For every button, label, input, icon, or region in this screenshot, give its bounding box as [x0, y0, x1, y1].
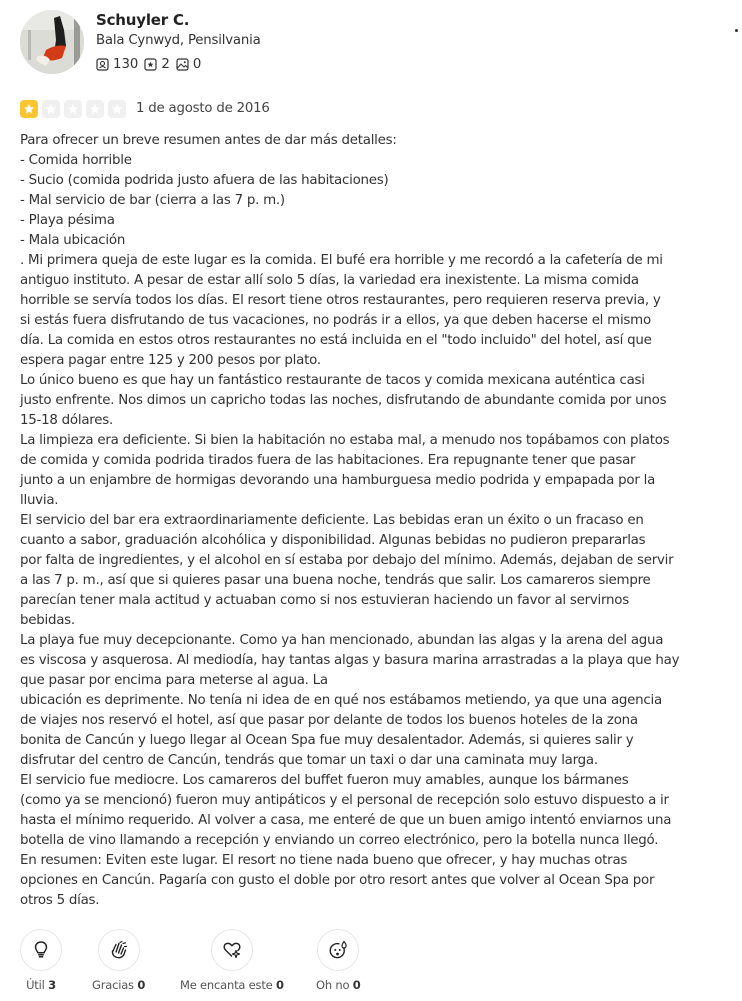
review-line: lluvia. — [20, 493, 59, 508]
review-line: otros 5 días. — [20, 893, 100, 908]
heart-sparkle-icon — [221, 939, 243, 961]
reaction-count: 0 — [137, 978, 146, 992]
photos-stat — [176, 57, 201, 72]
reaction-useful-button[interactable] — [20, 929, 62, 971]
reaction-count: 0 — [352, 978, 361, 992]
review-line: ubicación es deprimente. No tenía ni idea de en qué nos estábamos metiendo, ya que una agencia — [20, 693, 662, 708]
star-icon — [89, 103, 101, 115]
reaction-thanks-label — [92, 978, 145, 992]
review-line: cuanto a sabor, graduación alcohólica y disponibilidad. Algunas bebidas no pudieron prepararlas — [20, 533, 646, 548]
review-line: El servicio fue mediocre. Los camareros del buffet fueron muy amables, aunque los bármanes — [20, 773, 629, 788]
reaction-love-label — [180, 978, 284, 992]
review-line: de comida y comida podrida tirados fuera de las habitaciones. Era repugnante tener que pasar — [20, 453, 636, 468]
review-line: disfrutar del centro de Cancún, tendrás que tomar un taxi o dar una caminata muy larga. — [20, 753, 598, 768]
review-line: junto a un enjambre de hormigas devorando una hamburguesa medio podrida y empapada por la — [20, 473, 656, 488]
avatar[interactable] — [20, 10, 84, 74]
review-line: La limpieza era deficiente. Si bien la habitación no estaba mal, a menudo nos topábamos con platos — [20, 433, 670, 448]
helpful-votes-icon — [144, 58, 157, 71]
review-line: La playa fue muy decepcionante. Como ya han mencionado, abundan las algas y la arena del agua — [20, 633, 664, 648]
review-line: Lo único bueno es que hay un fantástico restaurante de tacos y comida mexicana auténtica casi — [20, 373, 645, 388]
photos-count: 0 — [192, 57, 202, 72]
reaction-label-text: Oh no — [316, 978, 350, 992]
avatar-photo — [20, 10, 84, 74]
review-line: El servicio del bar era extraordinariamente deficiente. Las bebidas eran un éxito o un fracaso en — [20, 513, 644, 528]
review-line: - Comida horrible — [20, 153, 132, 168]
helpful-votes-count: 2 — [161, 57, 170, 72]
review-line: por falta de ingredientes, y el alcohol en sí estaba por debajo del mínimo. Además, dejaban de servir — [20, 553, 674, 568]
clapping-hands-icon — [108, 939, 130, 961]
review-line: parecían tener mala actitud y actuaban como si nos estuvieran haciendo un favor al servirnos — [20, 593, 629, 608]
star-empty — [86, 100, 104, 118]
reaction-oh-no-label — [316, 978, 361, 992]
review-line: que pasar por encima para meterse al agua. La — [20, 673, 328, 688]
reaction-love-button[interactable] — [211, 929, 253, 971]
contributions-count: 130 — [113, 57, 139, 72]
reactions-bar — [0, 929, 742, 1001]
star-icon — [45, 103, 57, 115]
photos-icon — [176, 58, 189, 71]
review-line: En resumen: Eviten este lugar. El resort no tiene nada bueno que ofrecer, y hay muchas otras — [20, 853, 628, 868]
star-filled — [20, 100, 38, 118]
rating-stars — [20, 100, 130, 118]
star-empty — [108, 100, 126, 118]
reaction-thanks[interactable] — [92, 929, 145, 992]
contributions-stat — [96, 57, 138, 72]
review-line: opciones en Cancún. Pagaría con gusto el doble por otro resort antes que volver al Ocean Spa por — [20, 873, 655, 888]
reaction-oh-no-button[interactable] — [317, 929, 359, 971]
reaction-thanks-button[interactable] — [98, 929, 140, 971]
review-line: si estás fuera disfrutando de tus vacaciones, no podrás ir a ellos, ya que deben hacerse el mismo — [20, 313, 651, 328]
star-icon — [23, 103, 35, 115]
review-line: es viscosa y asquerosa. Al mediodía, hay tantas algas y basura marina arrastradas a la playa que hay — [20, 653, 680, 668]
reaction-oh-no[interactable] — [316, 929, 361, 992]
reaction-count: 3 — [48, 978, 56, 992]
reviewer-name[interactable]: Schuyler C. — [96, 11, 190, 29]
lightbulb-icon — [30, 939, 52, 961]
review-line: botella de vino llamando a recepción y enviando un correo electrónico, pero la botella nunca llegó. — [20, 833, 659, 848]
review-line: - Mala ubicación — [20, 233, 126, 248]
helpful-votes-stat — [144, 57, 169, 72]
review-line: hasta el mínimo requerido. Al volver a casa, me enteré de que un buen amigo intentó enviarnos una — [20, 813, 672, 828]
review-line: (como ya se mencionó) fueron muy antipáticos y el personal de recepción solo estuvo dispuesto a ir — [20, 793, 669, 808]
review-line: espera pagar entre 125 y 200 pesos por plato. — [20, 353, 321, 368]
review-line: - Mal servicio de bar (cierra a las 7 p. m.) — [20, 193, 285, 208]
review-line: bonita de Cancún y luego llegar al Ocean Spa fue muy desalentador. Además, si quieres salir y — [20, 733, 634, 748]
more-options-dot[interactable] — [735, 29, 738, 32]
star-icon — [111, 103, 123, 115]
review-line: bebidas. — [20, 613, 75, 628]
review-line: . Mi primera queja de este lugar es la comida. El bufé era horrible y me recordó a la cafetería de mi — [20, 253, 663, 268]
review-line: - Playa pésima — [20, 213, 115, 228]
reaction-useful-label — [26, 978, 56, 992]
reaction-count: 0 — [276, 978, 284, 992]
review-date: 1 de agosto de 2016 — [136, 101, 270, 116]
review-line: Para ofrecer un breve resumen antes de dar más detalles: — [20, 133, 397, 148]
star-empty — [64, 100, 82, 118]
review-line: justo enfrente. Nos dimos un capricho todas las noches, disfrutando de abundante comida por unos — [20, 393, 667, 408]
reviewer-stats — [96, 57, 207, 72]
review-line: antiguo instituto. A pesar de estar allí solo 5 días, la variedad era inexistente. La misma comida — [20, 273, 639, 288]
reaction-useful[interactable] — [20, 929, 62, 992]
surprised-face-icon — [327, 939, 349, 961]
review-text — [20, 131, 720, 911]
reaction-label-text: Me encanta este — [180, 978, 273, 992]
review-line: horrible se servía todos los días. El resort tiene otros restaurantes, pero requieren reserva previa, y — [20, 293, 661, 308]
reviewer-location: Bala Cynwyd, Pensilvania — [96, 33, 261, 48]
review-line: de viajes nos reservó el hotel, así que pasar por delante de todos los buenos hoteles de la zona — [20, 713, 638, 728]
star-icon — [67, 103, 79, 115]
star-empty — [42, 100, 60, 118]
reaction-label-text: Útil — [26, 978, 45, 992]
contributions-icon — [96, 58, 109, 71]
review-line: a las 7 p. m., así que si quieres pasar una buena noche, tendrás que salir. Los camareros siempre — [20, 573, 651, 588]
review-line: día. La comida en estos otros restaurantes no está incluida en el "todo incluido" del hotel, así que — [20, 333, 652, 348]
reaction-love[interactable] — [180, 929, 284, 992]
reaction-label-text: Gracias — [92, 978, 134, 992]
review-line: - Sucio (comida podrida justo afuera de las habitaciones) — [20, 173, 389, 188]
review-line: 15-18 dólares. — [20, 413, 113, 428]
